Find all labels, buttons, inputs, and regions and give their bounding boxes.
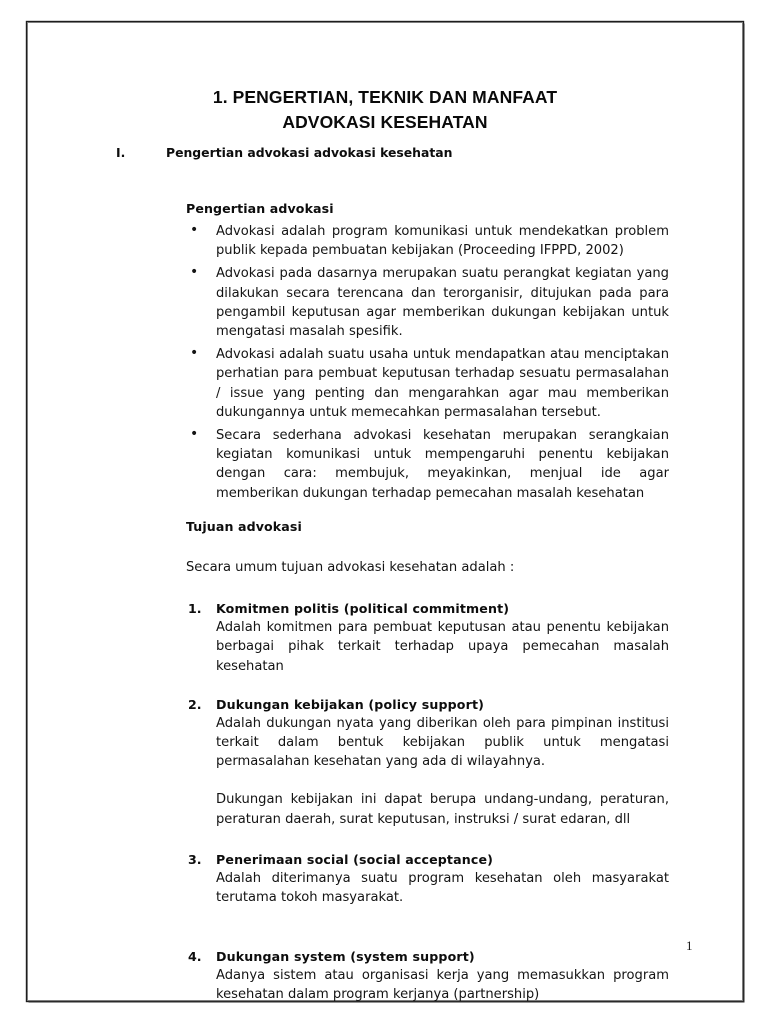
list-item-marker: 4.: [188, 949, 202, 965]
list-item-marker: 3.: [188, 851, 202, 867]
list-item-paragraph: Adalah dukungan nyata yang diberikan oleh para pimpinan institusi terkait dalam bentuk kebijakan publik untuk mengatasi permasalahan kesehatan yang ada di wilayahnya.: [216, 715, 669, 770]
pengertian-bullet-list: [186, 222, 669, 503]
page-number: 1: [686, 938, 693, 953]
list-item: • Advokasi pada dasarnya merupakan suatu perangkat kegiatan yang dilakukan secara terencana dan terorganisir, ditujukan pada para pengambil keputusan agar memberikan dukungan kebijakan untuk mengatasi masalah spesifik.: [186, 264, 669, 341]
tujuan-block: [186, 517, 669, 1005]
list-item-paragraph: Adalah komitmen para pembuat keputusan atau penentu kebijakan berbagai pihak terkait terhadap upaya pemecahan masalah kesehatan: [216, 620, 669, 674]
list-item-paragraph: Dukungan kebijakan ini dapat berupa undang-undang, peraturan, peraturan daerah, surat keputusan, instruksi / surat edaran, dll: [216, 792, 669, 827]
pengertian-heading: Pengertian advokasi: [186, 201, 334, 216]
list-item: [186, 695, 669, 829]
list-item-heading: Dukungan system (system support): [216, 949, 475, 965]
document-title-line-2: ADVOKASI KESEHATAN: [282, 112, 488, 132]
list-item-heading: Penerimaan social (social acceptance): [216, 851, 494, 867]
pengertian-block: [186, 199, 669, 503]
tujuan-numbered-list: [186, 599, 669, 1004]
section-roman-marker: I.: [116, 145, 126, 160]
section-roman-label: Pengertian advokasi advokasi kesehatan: [166, 145, 453, 160]
list-item: [186, 947, 669, 1004]
section-roman-heading: [116, 145, 716, 160]
list-item: • Advokasi adalah program komunikasi untuk mendekatkan problem publik kepada pembuatan kebijakan (Proceeding IFPPD, 2002): [186, 222, 669, 260]
list-item-paragraph: Adanya sistem atau organisasi kerja yang memasukkan program kesehatan dalam program kerjanya (partnership): [216, 968, 669, 1003]
list-item-paragraph: Adalah diterimanya suatu program kesehatan oleh masyarakat terutama tokoh masyarakat.: [216, 870, 669, 906]
list-item: • Secara sederhana advokasi kesehatan merupakan serangkaian kegiatan komunikasi untuk mempengaruhi penentu kebijakan dengan cara: membujuk, meyakinkan, menjual ide agar memberikan dukungan terhadap pemecahan masalah kesehatan: [186, 426, 669, 503]
paragraph-spacer: [216, 771, 669, 790]
list-item: • Advokasi adalah suatu usaha untuk mendapatkan atau menciptakan perhatian para pembuat keputusan terhadap sesuatu permasalahan / issue yang penting dan mengarahkan agar mau memberikan dukungannya untuk memecahkan permasalahan tersebut.: [186, 345, 669, 422]
document-title: [28, 85, 742, 135]
list-item: [186, 850, 669, 907]
list-item-marker: 2.: [188, 696, 202, 712]
list-item-heading: Dukungan kebijakan (policy support): [216, 696, 485, 712]
document-title-line-1: 1. PENGERTIAN, TEKNIK DAN MANFAAT: [212, 87, 558, 107]
tujuan-heading: Tujuan advokasi: [186, 519, 302, 534]
document-page: [27, 22, 743, 1001]
list-item: [186, 599, 669, 676]
page-content-area: [28, 23, 742, 1003]
list-item-heading: Komitmen politis (political commitment): [216, 601, 510, 617]
list-item-marker: 1.: [188, 601, 202, 617]
tujuan-intro: Secara umum tujuan advokasi kesehatan adalah :: [186, 560, 515, 575]
